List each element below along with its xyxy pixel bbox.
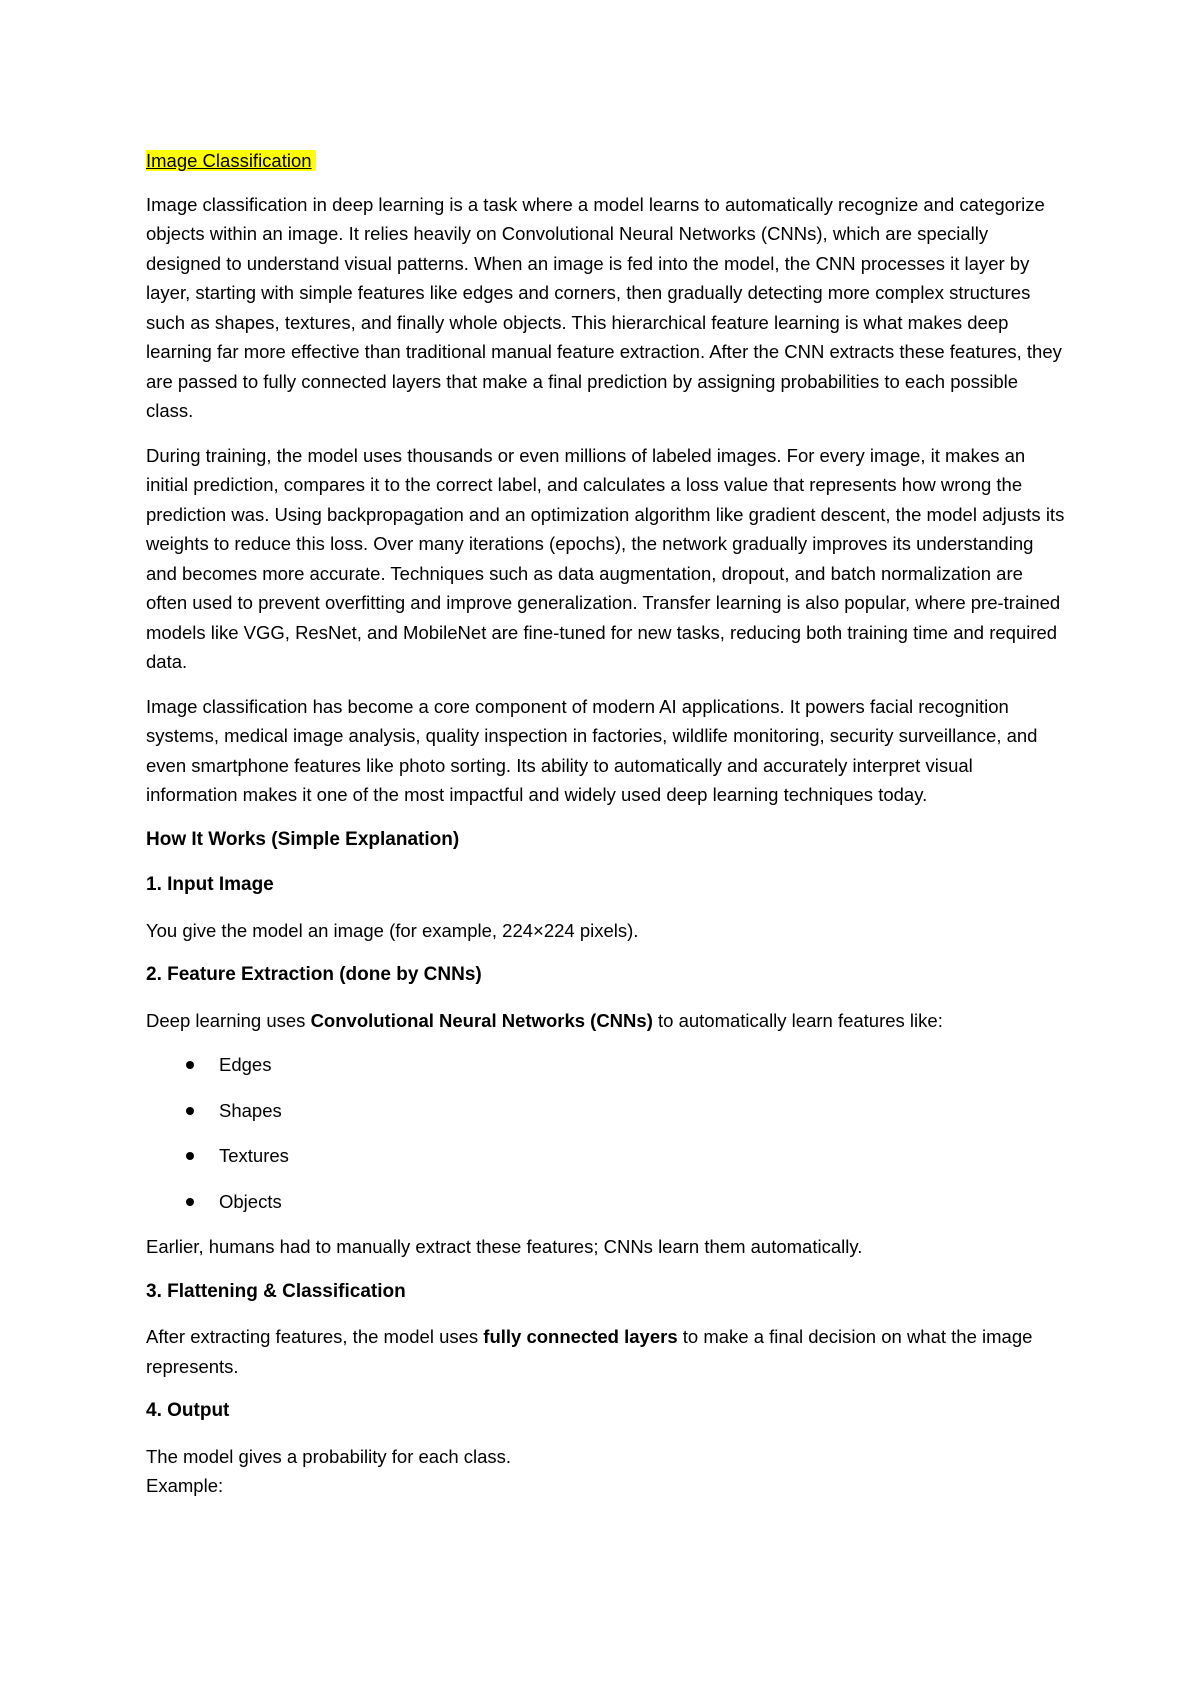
step-2-heading: 2. Feature Extraction (done by CNNs) xyxy=(146,964,482,985)
intro-paragraph-2: During training, the model uses thousands or even millions of labeled images. For every image, it makes an initial prediction, compares it to the correct label, and calculates a loss value that represents how wrong the prediction was. Using backpropagation and an optimization algorithm like gradient descent, the model adjusts its weights to reduce this loss. Over many iterations (epochs), the network gradually improves its understanding and becomes more accurate. Techniques such as data augmentation, dropout, and batch normalization are often used to prevent overfitting and improve generalization. Transfer learning is also popular, where pre-trained models like VGG, ResNet, and MobileNet are fine-tuned for new tasks, reducing both training time and required data. xyxy=(146,444,1065,672)
step-2-note: Earlier, humans had to manually extract these features; CNNs learn them automatically. xyxy=(146,1236,863,1257)
step-1-heading: 1. Input Image xyxy=(146,874,274,895)
list-item-label: Edges xyxy=(219,1054,272,1075)
list-item-label: Shapes xyxy=(219,1099,282,1121)
title-line xyxy=(146,146,1066,176)
bullet-icon xyxy=(186,1061,194,1069)
step-2-text-bold: Convolutional Neural Networks (CNNs) xyxy=(310,1009,653,1031)
bullet-icon xyxy=(186,1152,194,1160)
list-item xyxy=(146,1141,1066,1171)
step-3-text-after: to make a final decision on what the image represents. xyxy=(146,1326,1033,1377)
step-4-heading: 4. Output xyxy=(146,1400,230,1421)
list-item-label: Textures xyxy=(219,1145,289,1166)
intro-paragraph-1: Image classification in deep learning is a task where a model learns to automatically recognize and categorize objects within an image. It relies heavily on Convolutional Neural Networks (CNNs), which are specially designed to understand visual patterns. When an image is fed into the model, the CNN processes it layer by layer, starting with simple features like edges and corners, then gradually detecting more complex structures such as shapes, textures, and finally whole objects. This hierarchical feature learning is what makes deep learning far more effective than traditional manual feature extraction. After the CNN extracts these features, they are passed to fully connected layers that make a final prediction by assigning probabilities to each possible class. xyxy=(146,193,1062,421)
step-2-text-after: to automatically learn features like: xyxy=(652,1009,943,1031)
step-3-heading: 3. Flattening & Classification xyxy=(146,1280,406,1302)
step-3-text xyxy=(146,1322,1066,1381)
document-title: Image Classification xyxy=(146,150,316,171)
step-1-text: You give the model an image (for example, 224×224 pixels). xyxy=(146,919,639,941)
list-item xyxy=(146,1096,1066,1126)
step-4-line-1: The model gives a probability for each class. xyxy=(146,1445,512,1467)
list-item xyxy=(146,1187,1066,1217)
step-4-line-2: Example: xyxy=(146,1475,224,1496)
step-2-text-before: Deep learning uses xyxy=(146,1009,311,1031)
list-item-label: Objects xyxy=(219,1190,282,1212)
how-it-works-heading: How It Works (Simple Explanation) xyxy=(146,828,460,850)
bullet-icon xyxy=(186,1107,194,1115)
document-page xyxy=(146,146,1066,1501)
intro-paragraph-3: Image classification has become a core component of modern AI applications. It powers facial recognition systems, medical image analysis, quality inspection in factories, wildlife monitoring, security surveillance, and even smartphone features like photo sorting. Its ability to automatically and accurately interpret visual information makes it one of the most impactful and widely used deep learning techniques today. xyxy=(146,695,1038,805)
feature-list xyxy=(146,1050,1066,1216)
step-3-text-bold: fully connected layers xyxy=(483,1326,678,1347)
step-3-text-before: After extracting features, the model uses xyxy=(146,1326,484,1347)
step-2-text xyxy=(146,1006,1066,1036)
bullet-icon xyxy=(186,1198,194,1206)
list-item xyxy=(146,1050,1066,1080)
